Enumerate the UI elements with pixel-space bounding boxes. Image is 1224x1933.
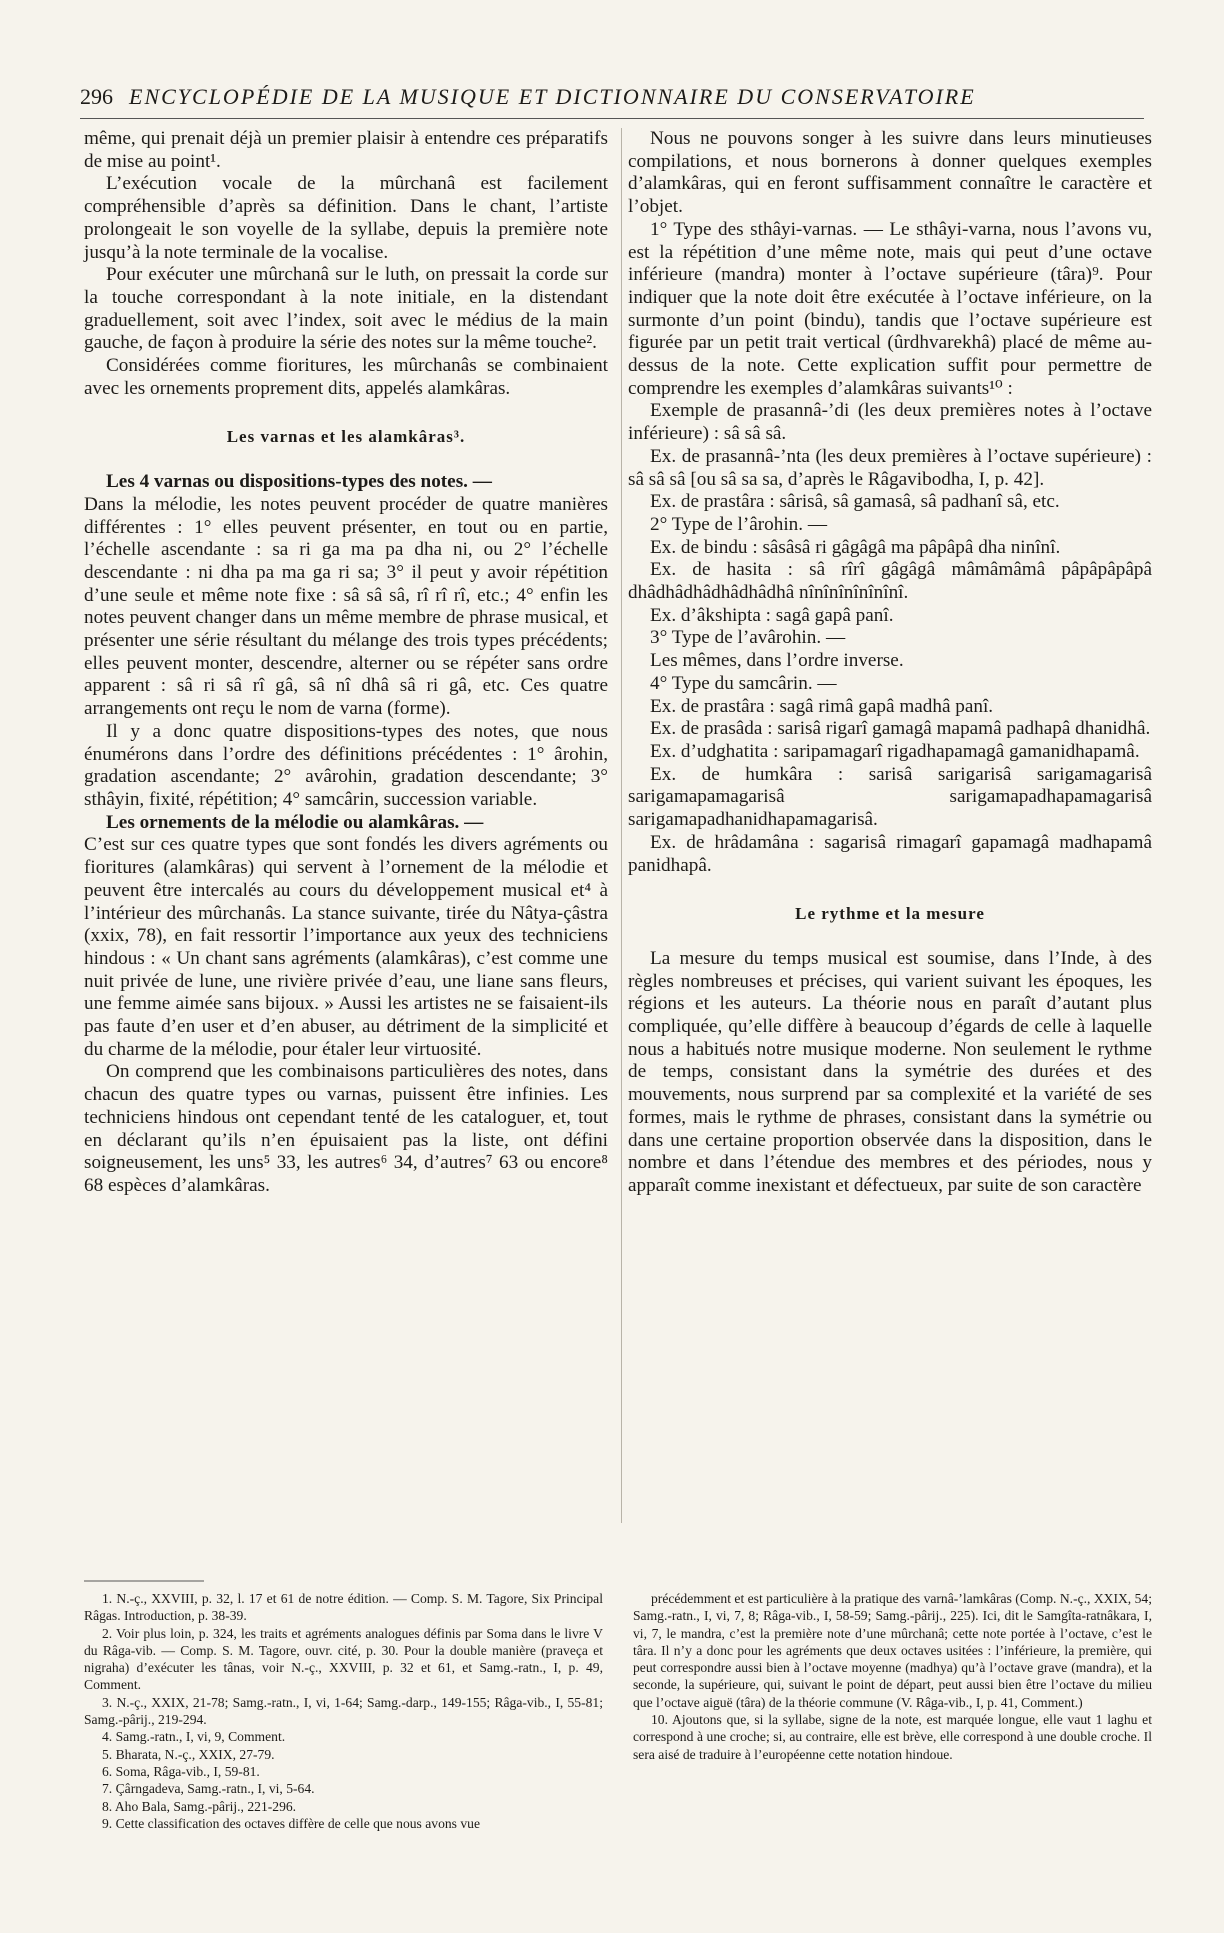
footnotes-left	[84, 1590, 603, 1920]
paragraph: Considérées comme fioritures, les mûrchanâs se combinaient avec les ornements proprement dits, appelés alamkâras.	[84, 355, 608, 399]
paragraph: Ex. de humkâra : sarisâ sarigarisâ sarigamagarisâ sarigamapamagarisâ sarigamapadhapamagarisâ sarigamapadhanidhapamagarisâ.	[628, 763, 1152, 831]
paragraph: Dans la mélodie, les notes peuvent procéder de quatre manières différentes : 1° elles peuvent présenter, en tout ou en partie, l’échelle ascendante : sa ri ga ma pa dha ni, ou 2° l’échelle descendante : ni dha pa ma ga ri sa; 3° il peut y avoir répétition d’une seule et même note fixe : sâ sâ sâ, rî rî rî, etc.; 4° enfin les notes peuvent changer dans un même membre de phrase musical, et présenter une série résultant du mélange des trois types précédents; elles peuvent monter, descendre, alterner ou se répéter sans ordre apparent : sâ ri sâ rî gâ, sâ nî dhâ sâ ri gâ, etc. Ces quatre arrangements ont reçu le nom de varna (forme).	[84, 493, 608, 720]
header-rule	[80, 118, 1144, 119]
subsection-paragraph	[84, 471, 608, 494]
footnote: 10. Ajoutons que, si la syllabe, signe de la note, est marquée longue, elle vaut 1 laghu et correspond à une croche; si, au contraire, elle est brève, elle correspond à une double croche. Il sera aisé de traduire à l’européenne cette notation hindoue.	[633, 1712, 1152, 1762]
footnote: 2. Voir plus loin, p. 324, les traits et agréments analogues définis par Soma dans le livre V du Râga-vib. — Comp. S. M. Tagore, ouvr. cité, p. 30. Pour la double manière (praveça et nigraha) d’exécuter les tânas, voir N.-ç., XXVIII, p. 32 et 61, et Samg.-ratn., I, p. 49, Comment.	[84, 1625, 603, 1693]
footnote: 4. Samg.-ratn., I, vi, 9, Comment.	[102, 1729, 286, 1745]
left-column	[84, 128, 608, 1523]
paragraph: Ex. d’âkshipta : sagâ gapâ panî.	[650, 604, 894, 626]
paragraph: 2° Type de l’ârohin. —	[650, 513, 828, 535]
paragraph: Ex. de prasannâ-’nta (les deux premières à l’octave supérieure) : sâ sâ sâ [ou sâ sa sa, d’après le Râgavibodha, I, p. 42].	[628, 445, 1152, 490]
paragraph: Nous ne pouvons songer à les suivre dans leurs minutieuses compilations, et nous bornerons à donner quelques exemples d’alamkâras, qui en feront suffisamment connaître le caractère et l’objet.	[628, 128, 1152, 218]
paragraph: Ex. de prastâra : sârisâ, sâ gamasâ, sâ padhanî sâ, etc.	[650, 491, 1060, 513]
paragraph: On comprend que les combinaisons particulières des notes, dans chacun des quatre types ou varnas, puissent être infinies. Les techniciens hindous ont cependant tenté de les cataloguer, et, tout en déclarant qu’ils n’en épuisaient pas la liste, ont défini soigneusement, les uns⁵ 33, les autres⁶ 34, d’autres⁷ 63 ou encore⁸ 68 espèces d’alamkâras.	[84, 1061, 608, 1196]
paragraph: Ex. de hasita : sâ rîrî gâgâgâ mâmâmâmâ pâpâpâpâpâ dhâdhâdhâdhâdhâdhâ nînînînînînînî.	[628, 559, 1152, 604]
body-columns	[84, 128, 1152, 1523]
footnote-rule	[84, 1580, 1140, 1582]
paragraph: La mesure du temps musical est soumise, dans l’Inde, à des règles nombreuses et précises, qui varient suivant les époques, les régions et les auteurs. La théorie nous en paraît d’autant plus compliquée, qu’elle diffère à beaucoup d’égards de celle à laquelle nous a habitués notre musique moderne. Non seulement le rythme de temps, consistant dans la symétrie des durées et des mouvements, nous surprend par sa complexité et la variété de ses formes, mais le rythme de phrases, consistant dans la symétrie ou dans une certaine proportion observée dans la disposition, dans le nombre et dans l’étendue des membres et des périodes, nous y apparaît comme inexistant et défectueux, par suite de son caractère	[628, 947, 1152, 1196]
footnote: précédemment et est particulière à la pratique des varnâ-’lamkâras (Comp. N.-ç., XXIX, 54; Samg.-ratn., I, vi, 7, 8; Râga-vib., I, 58-59; Samg.-pârij., 225). Ici, dit le Samgîta-ratnâkara, I, vi, 7, le mandra, c’est la première note d’une mûrchanâ; cette note portée à l’octave, c’est le târa. Il n’y a donc pour les agréments que deux octaves usitées : l’inférieure, la première, qui peut correspondre aussi bien à l’octave moyenne (madhya) qu’à l’octave grave (mandra), et la seconde, la supérieure, qui, suivant le point de départ, peut aussi bien être l’octave du milieu que l’octave aiguë (târa) de la théorie commune (V. Râga-vib., I, p. 41, Comment.)	[633, 1591, 1152, 1710]
paragraph: L’exécution vocale de la mûrchanâ est facilement compréhensible d’après sa définition. Dans le chant, l’artiste prolongeait le son voyelle de la syllabe, depuis la première note jusqu’à la note terminale de la vocalise.	[84, 173, 608, 263]
paragraph: Ex. de hrâdamâna : sagarisâ rimagarî gapamagâ madhapamâ panidhapâ.	[628, 831, 1152, 876]
footnote: 8. Aho Bala, Samg.-pârij., 221-296.	[102, 1798, 297, 1814]
paragraph: Ex. de prastâra : sagâ rimâ gapâ madhâ panî.	[650, 695, 994, 717]
paragraph: Ex. d’udghatita : saripamagarî rigadhapamagâ gamanidhapamâ.	[650, 740, 1140, 762]
paragraph: 1° Type des sthâyi-varnas. — Le sthâyi-varna, nous l’avons vu, est la répétition d’une même note, mais qui peut d’une octave inférieure (mandra) monter à l’octave supérieure (târa)⁹. Pour indiquer que la note doit être exécutée à l’octave inférieure, on la surmonte d’un point (bindu), tandis que l’octave supérieure est figurée par un petit trait vertical (ûrdhvarekhâ) placé de même au-dessus de la note. Cette explication suffit pour permettre de comprendre les exemples d’alamkâras suivants¹⁰ :	[628, 218, 1152, 399]
footnote: 7. Çârngadeva, Samg.-ratn., I, vi, 5-64.	[102, 1781, 315, 1797]
footnote: 1. N.-ç., XXVIII, p. 32, l. 17 et 61 de notre édition. — Comp. S. M. Tagore, Six Principal Râgas. Introduction, p. 38-39.	[84, 1591, 603, 1624]
paragraph: C’est sur ces quatre types que sont fondés les divers agréments ou fioritures (alamkâras) qui servent à l’ornement de la mélodie et peuvent être intercalés au cours du développement musical et⁴ à l’intérieur des mûrchanâs. La stance suivante, tirée du Nâtya-çâstra (xxix, 78), en fait ressortir l’importance aux yeux des techniciens hindous : « Un chant sans agréments (alamkâras), c’est comme une nuit privée de lune, une rivière privée d’eau, une liane sans fleurs, une femme aimée sans bijoux. » Aussi les artistes ne se faisaient-ils pas faute d’en user et d’en abuser, au détriment de la simplicité et du charme de la mélodie, pour étaler leur virtuosité.	[84, 834, 608, 1060]
paragraph: même, qui prenait déjà un premier plaisir à entendre ces préparatifs de mise au point¹.	[84, 128, 608, 172]
section-heading: Les varnas et les alamkâras³.	[226, 427, 466, 447]
paragraph: Exemple de prasannâ-’di (les deux premières notes à l’octave inférieure) : sâ sâ sâ.	[628, 400, 1152, 445]
paragraph: Les mêmes, dans l’ordre inverse.	[650, 650, 904, 672]
page-number: 296	[80, 84, 113, 109]
paragraph: Pour exécuter une mûrchanâ sur le luth, on pressait la corde sur la touche correspondant à la note initiale, en la distendant graduellement, soit avec l’index, soit avec le médius de la main gauche, de façon à produire la série des notes sur la même touche².	[84, 264, 608, 354]
section-heading: Le rythme et la mesure	[795, 904, 985, 924]
footnote: 6. Soma, Râga-vib., I, 59-81.	[102, 1763, 260, 1779]
paragraph: Ex. de prasâda : sarisâ rigarî gamagâ mapamâ padhapâ dhanidhâ.	[650, 718, 1151, 740]
run-in-heading: Les 4 varnas ou dispositions-types des notes. —	[106, 471, 492, 493]
paragraph: Ex. de bindu : sâsâsâ ri gâgâgâ ma pâpâpâ dha ninînî.	[650, 536, 1061, 558]
paragraph: 3° Type de l’avârohin. —	[650, 627, 846, 649]
run-in-heading: Les ornements de la mélodie ou alamkâras. —	[106, 811, 484, 833]
paragraph: Il y a donc quatre dispositions-types des notes, que nous énumérons dans l’ordre des définitions précédentes : 1° ârohin, gradation ascendante; 2° avârohin, gradation descendante; 3° sthâyin, fixité, répétition; 4° samcârin, succession variable.	[84, 720, 608, 810]
footnotes-right	[633, 1590, 1152, 1920]
subsection-paragraph	[84, 812, 608, 835]
right-column	[628, 128, 1152, 1523]
footnote: 5. Bharata, N.-ç., XXIX, 27-79.	[102, 1746, 275, 1762]
footnote: 9. Cette classification des octaves diffère de celle que nous avons vue	[102, 1815, 480, 1831]
footnotes	[84, 1590, 1152, 1920]
footnote: 3. N.-ç., XXIX, 21-78; Samg.-ratn., I, vi, 1-64; Samg.-darp., 149-155; Râga-vib., I, 55-81; Samg.-pârij., 219-294.	[84, 1694, 603, 1728]
running-header	[80, 84, 1144, 110]
paragraph: 4° Type du samcârin. —	[650, 672, 837, 694]
running-title: ENCYCLOPÉDIE DE LA MUSIQUE ET DICTIONNAIRE DU CONSERVATOIRE	[129, 84, 976, 109]
